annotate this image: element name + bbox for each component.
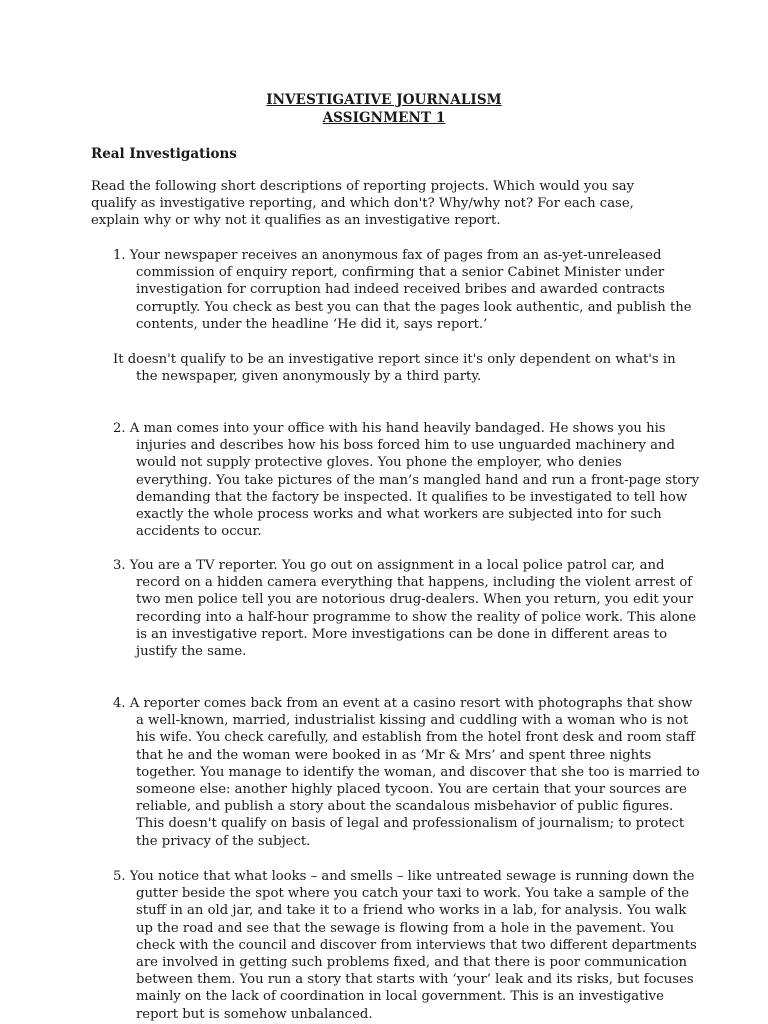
document-title: INVESTIGATIVE JOURNALISM: [266, 92, 502, 108]
case-answer-1: It doesn't qualify to be an investigative report since it's only dependent on what's in the newspaper, given anonymously by a third party.: [113, 352, 676, 385]
case-item-1: 1. Your newspaper receives an anonymous fax of pages from an as-yet-unreleased commission of enquiry report, confirming that a senior Cabinet Minister under investigation for corruption had indeed received bribes and awarded contracts corruptly. You check as best you can that the pages look authentic, and publish the contents, under the headline ‘He did it, says report.’: [113, 248, 692, 332]
case-item-2: 2. A man comes into your office with his hand heavily bandaged. He shows you his injuries and describes how his boss forced him to use unguarded machinery and would not supply protective gloves. You phone the employer, who denies everything. You take pictures of the man’s mangled hand and run a front-page story demanding that the factory be inspected. It qualifies to be investigated to tell how exactly the whole process works and what workers are subjected into for such accidents to occur.: [113, 421, 700, 540]
section-heading: Real Investigations: [91, 146, 237, 162]
case-item-5: 5. You notice that what looks – and smells – like untreated sewage is running down the gutter beside the spot where you catch your taxi to work. You take a sample of the stuff in an old jar, and take it to a friend who works in a lab, for analysis. You walk up the road and see that the sewage is flowing from a hole in the pavement. You check with the council and discover from interviews that two different departments are involved in getting such problems fixed, and that there is poor communication between them. You run a story that starts with ‘your’ leak and its risks, but focuses mainly on the lack of coordination in local government. This is an investigative report but is somehow unbalanced.: [113, 869, 697, 1022]
case-item-3: 3. You are a TV reporter. You go out on assignment in a local police patrol car, and record on a hidden camera everything that happens, including the violent arrest of two men police tell you are notorious drug-dealers. When you return, you edit your recording into a half-hour programme to show the reality of police work. This alone is an investigative report. More investigations can be done in different areas to justify the same.: [113, 558, 697, 660]
assignment-subtitle: ASSIGNMENT 1: [322, 110, 446, 126]
case-item-4: 4. A reporter comes back from an event at a casino resort with photographs that show a well-known, married, industrialist kissing and cuddling with a woman who is not his wife. You check carefully, and establish from the hotel front desk and room staff that he and the woman were booked in as ‘Mr & Mrs’ and spent three nights together. You manage to identify the woman, and discover that she too is married to someone else: another highly placed tycoon. You are certain that your sources are reliable, and publish a story about the scandalous misbehavior of public figures. This doesn't qualify on basis of legal and professionalism of journalism; to protect the privacy of the subject.: [113, 696, 700, 849]
intro-paragraph: Read the following short descriptions of reporting projects. Which would you say qualify as investigative reporting, and which don't? Why/why not? For each case, explain why or why not it qualifies as an investigative report.: [91, 179, 635, 229]
